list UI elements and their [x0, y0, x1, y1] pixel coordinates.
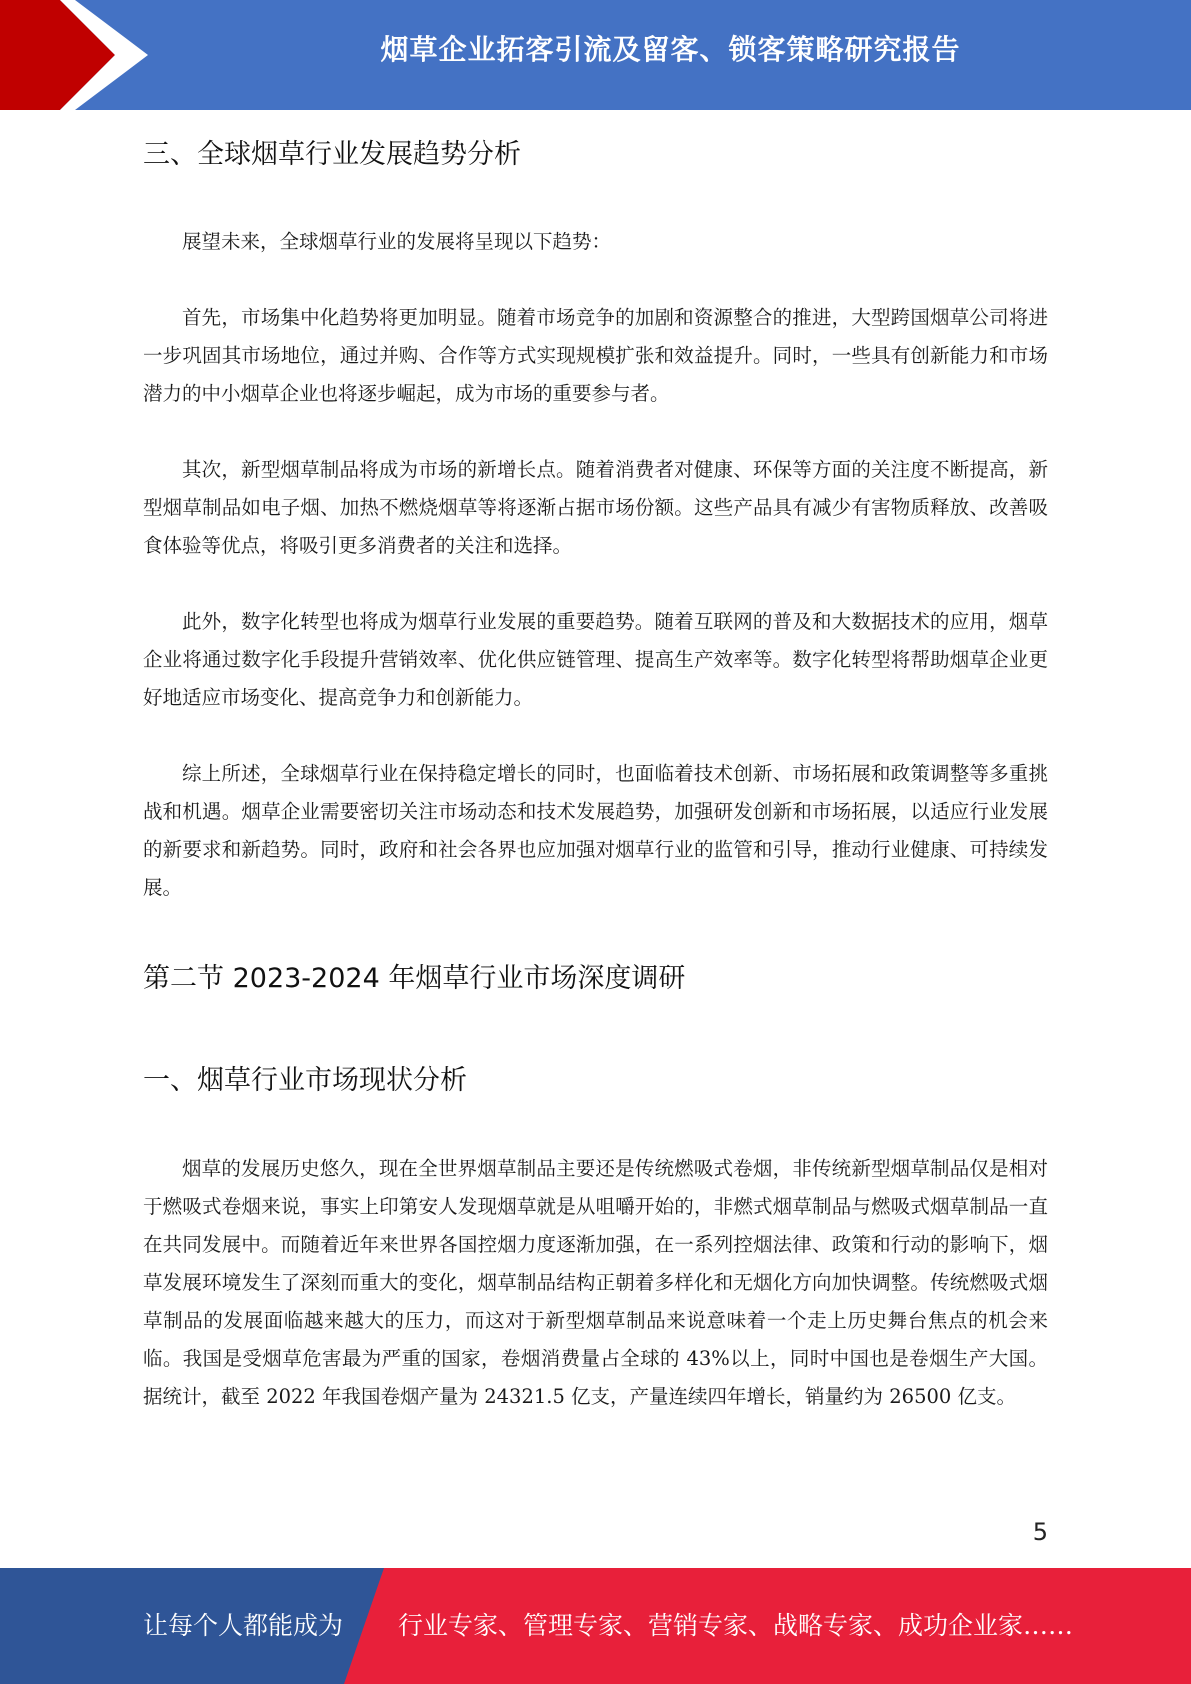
page-number: 5	[1032, 1518, 1048, 1546]
paragraph-market-concentration: 首先，市场集中化趋势将更加明显。随着市场竞争的加剧和资源整合的推进，大型跨国烟草公司将进一步巩固其市场地位，通过并购、合作等方式实现规模扩张和效益提升。同时，一些具有创新能力和市场潜力的中小烟草企业也将逐步崛起，成为市场的重要参与者。	[143, 306, 1048, 405]
section-heading-market-research: 第二节 2023-2024 年烟草行业市场深度调研	[143, 963, 686, 994]
paragraph-summary: 综上所述，全球烟草行业在保持稳定增长的同时，也面临着技术创新、市场拓展和政策调整等多重挑战和机遇。烟草企业需要密切关注市场动态和技术发展趋势，加强研发创新和市场拓展，以适应行业发展的新要求和新趋势。同时，政府和社会各界也应加强对烟草行业的监管和引导，推动行业健康、可持续发展。	[143, 762, 1048, 899]
paragraph-new-products: 其次，新型烟草制品将成为市场的新增长点。随着消费者对健康、环保等方面的关注度不断提高，新型烟草制品如电子烟、加热不燃烧烟草等将逐渐占据市场份额。这些产品具有减少有害物质释放、改善吸食体验等优点，将吸引更多消费者的关注和选择。	[143, 458, 1048, 557]
footer-slogan-right: 行业专家、管理专家、营销专家、战略专家、成功企业家……	[398, 1611, 1074, 1640]
section-heading-global-trends: 三、全球烟草行业发展趋势分析	[143, 139, 521, 170]
page-footer	[0, 1568, 1191, 1684]
paragraph-market-status: 烟草的发展历史悠久，现在全世界烟草制品主要还是传统燃吸式卷烟，非传统新型烟草制品仅是相对于燃吸式卷烟来说，事实上印第安人发现烟草就是从咀嚼开始的，非燃式烟草制品与燃吸式烟草制品一直在共同发展中。而随着近年来世界各国控烟力度逐渐加强，在一系列控烟法律、政策和行动的影响下，烟草发展环境发生了深刻而重大的变化，烟草制品结构正朝着多样化和无烟化方向加快调整。传统燃吸式烟草制品的发展面临越来越大的压力，而这对于新型烟草制品来说意味着一个走上历史舞台焦点的机会来临。我国是受烟草危害最为严重的国家，卷烟消费量占全球的 43%以上，同时中国也是卷烟生产大国。据统计，截至 2022 年我国卷烟产量为 24321.5 亿支，产量连续四年增长，销量约为 26500 亿支。	[143, 1157, 1048, 1408]
footer-slogan-left: 让每个人都能成为	[143, 1611, 344, 1640]
header-arrow-decoration	[0, 0, 160, 110]
paragraph-digital-transformation: 此外，数字化转型也将成为烟草行业发展的重要趋势。随着互联网的普及和大数据技术的应用，烟草企业将通过数字化手段提升营销效率、优化供应链管理、提高生产效率等。数字化转型将帮助烟草企业更好地适应市场变化、提高竞争力和创新能力。	[143, 610, 1048, 709]
report-title: 烟草企业拓客引流及留客、锁客策略研究报告	[380, 33, 961, 66]
page-header	[0, 0, 1191, 110]
section-heading-market-status: 一、烟草行业市场现状分析	[143, 1065, 467, 1096]
paragraph-intro: 展望未来，全球烟草行业的发展将呈现以下趋势：	[182, 230, 612, 253]
